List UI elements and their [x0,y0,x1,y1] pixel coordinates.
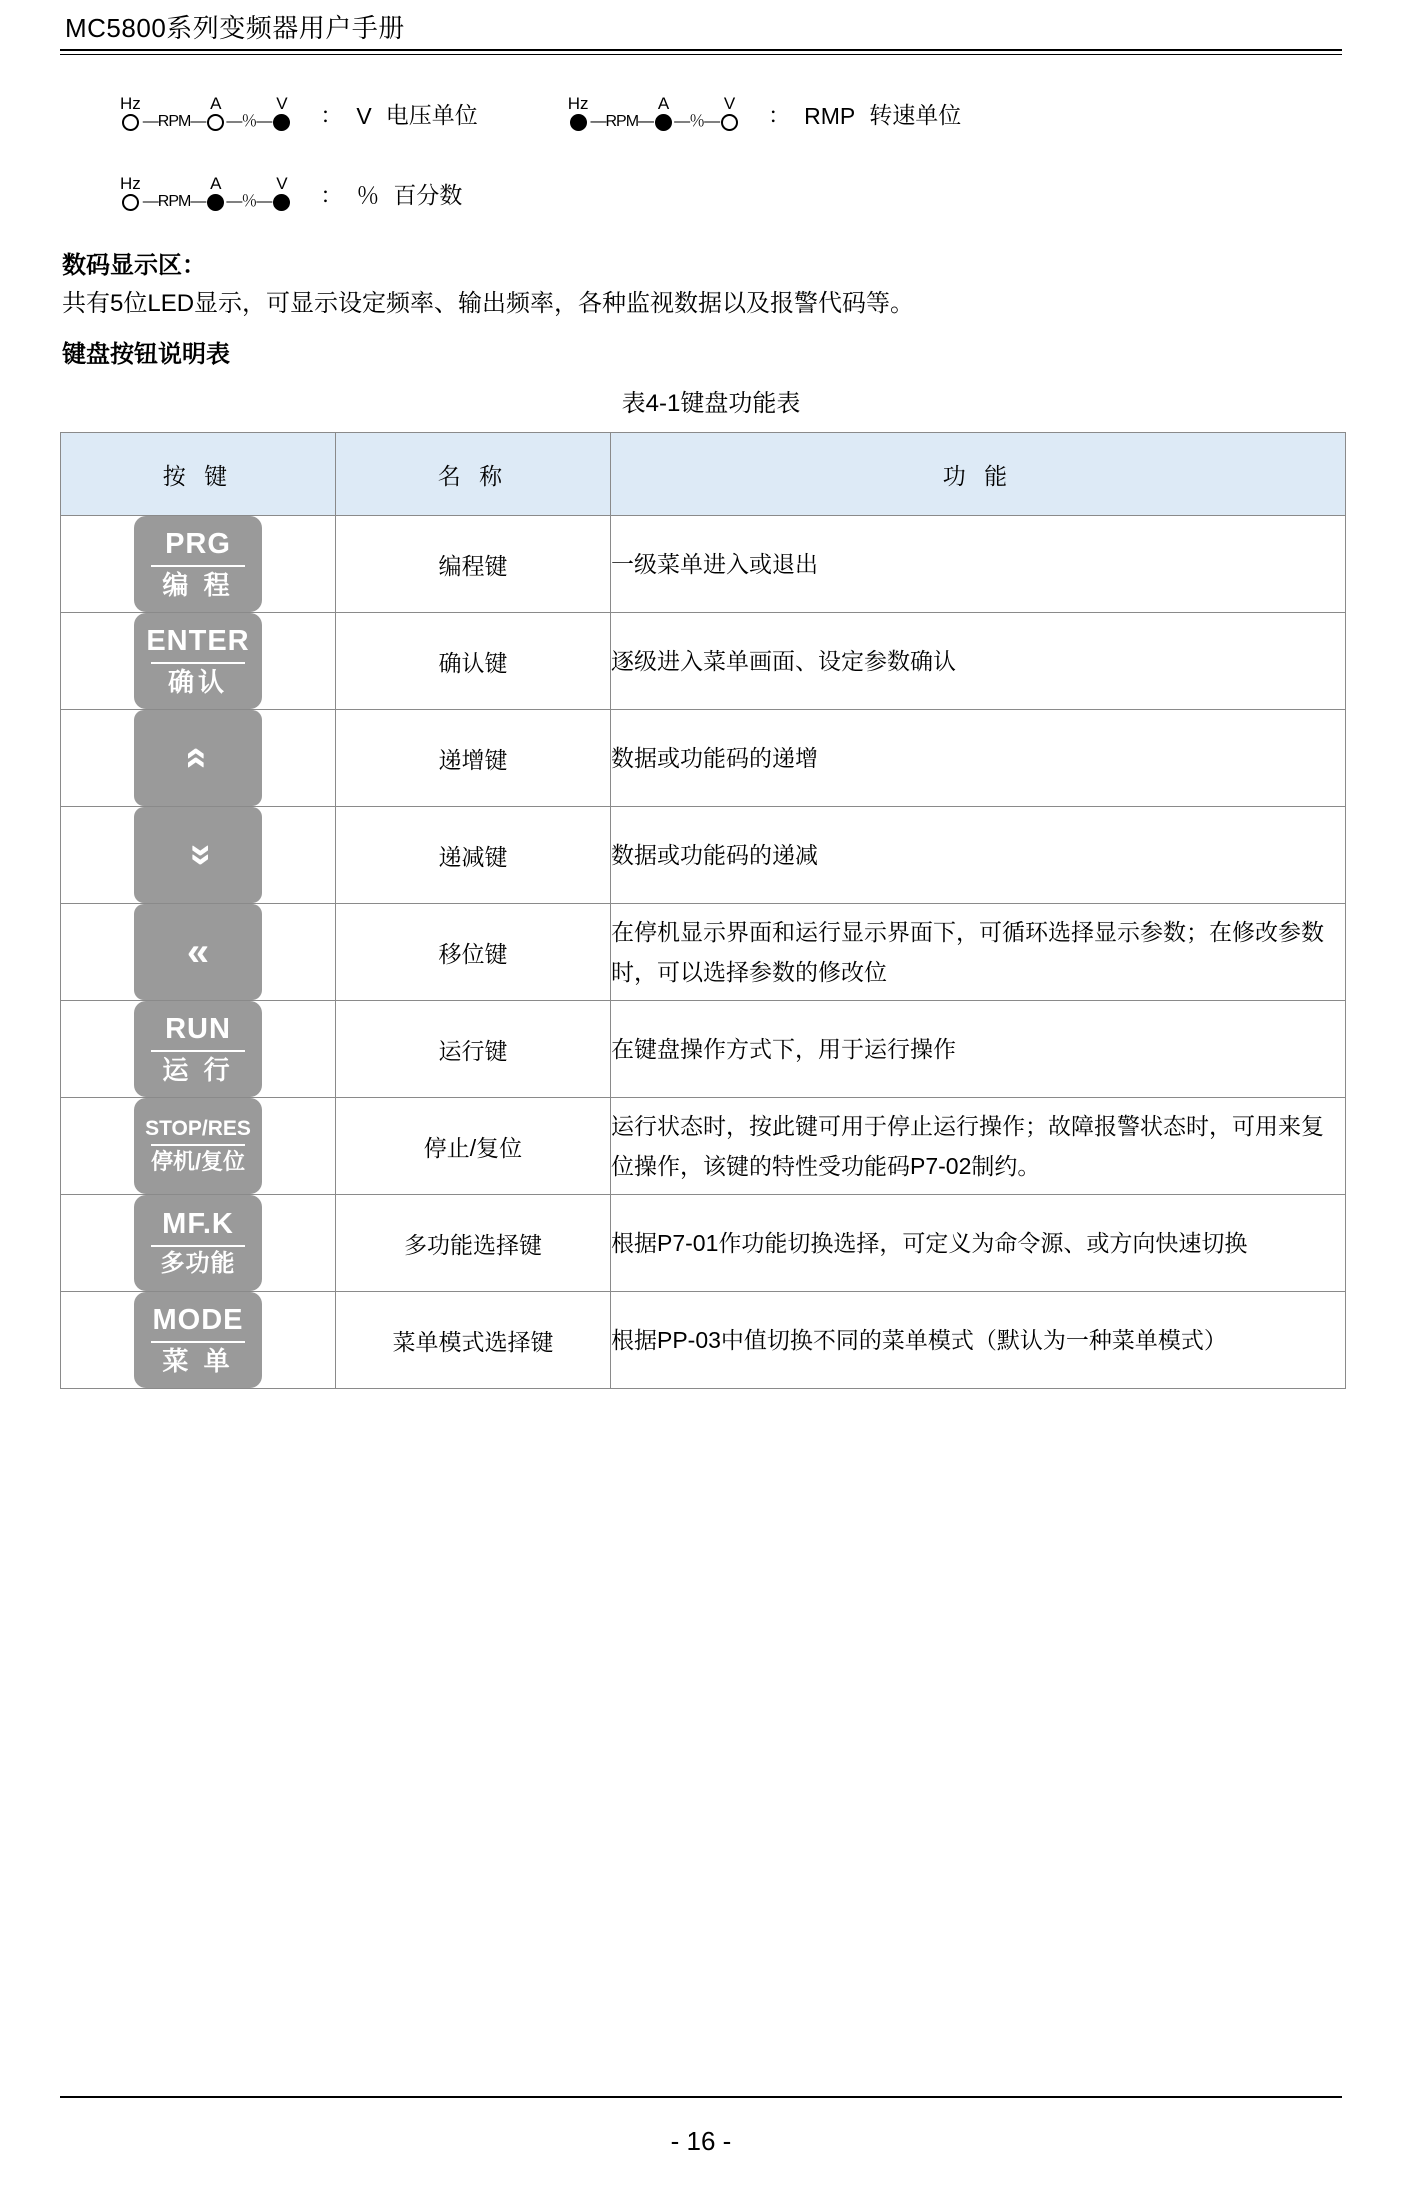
page-number: - 16 - [670,2126,732,2156]
th-function: 功 能 [611,433,1346,516]
stop-reset-key-line1: STOP/RES [145,1117,251,1141]
led-separator-rpm-2: —RPM— [590,113,654,130]
table-row [61,1001,1346,1098]
key-cell-stop-reset [61,1098,336,1195]
key-function-table [60,432,1346,1389]
run-key-divider [151,1050,246,1052]
key-cell-shift [61,904,336,1001]
led-dot-v-circle-2 [721,114,738,131]
led-separator-rpm: —RPM— [142,113,206,130]
key-cell-increase [61,710,336,807]
page-header [60,0,1342,49]
key-name-multifunction: 多功能选择键 [336,1195,611,1292]
table-row [61,1098,1346,1195]
table-row [61,710,1346,807]
prg-key-line2: 编 程 [162,569,234,600]
increase-key[interactable] [134,710,262,806]
th-key: 按 键 [61,433,336,516]
percent-colon: ： [320,183,343,208]
led-label-a-2: A [657,94,670,113]
prg-key-divider [151,565,246,567]
enter-key-divider [151,662,246,664]
stop-reset-key-divider [151,1144,246,1146]
led-dot-v-circle-3 [273,194,290,211]
enter-key[interactable] [134,613,262,709]
percent-desc: 百分数 [393,182,463,208]
led-dot-a-3 [207,175,224,211]
key-func-increase: 数据或功能码的递增 [611,710,1346,807]
table-header-row [61,433,1346,516]
stop-reset-key-line2: 停机/复位 [150,1149,246,1175]
led-separator-percent: —％— [226,113,272,130]
key-cell-multifunction [61,1195,336,1292]
header-title: MC5800系列变频器用户手册 [65,13,405,43]
table-row [61,613,1346,710]
chevron-up-icon: « [176,746,220,770]
led-separator-percent-2: —％— [674,113,720,130]
percent-unit: ％ [356,182,380,208]
led-dot-hz [120,95,141,131]
led-dot-hz-2 [568,95,589,131]
led-dot-v-circle [273,114,290,131]
led-separator-percent-3: —％— [226,193,272,210]
led-dot-hz-circle-2 [570,114,587,131]
key-name-stop-reset: 停止/复位 [336,1098,611,1195]
keyboard-table-title: 键盘按钮说明表 [62,341,230,368]
speed-indicator [568,85,738,131]
enter-key-line1: ENTER [146,624,250,657]
led-dot-v-3 [273,175,290,211]
chevron-down-icon: « [176,843,220,867]
decrease-key[interactable] [134,807,262,903]
table-row [61,904,1346,1001]
key-name-decrease: 递减键 [336,807,611,904]
voltage-colon: ： [320,103,343,128]
key-func-enter: 逐级进入菜单画面、设定参数确认 [611,613,1346,710]
speed-unit: RMP [804,103,856,129]
led-label-v-2: V [723,94,736,113]
led-dot-v-2 [721,95,738,131]
table-row [61,807,1346,904]
key-cell-decrease [61,807,336,904]
prg-key-line1: PRG [165,527,231,560]
page-footer [60,2096,1342,2157]
speed-colon: ： [768,103,791,128]
led-separator-rpm-3: —RPM— [142,193,206,210]
mode-key-line2: 菜 单 [162,1345,234,1376]
key-cell-enter [61,613,336,710]
speed-desc: 转速单位 [869,102,962,128]
footer-divider [60,2096,1342,2098]
led-dot-a-circle-2 [655,114,672,131]
led-label-v: V [276,94,288,113]
chevron-left-icon: « [186,930,210,974]
led-label-a-3: A [210,174,222,193]
display-area-text: 共有5位LED显示，可显示设定频率、输出频率，各种监视数据以及报警代码等。 [62,290,915,317]
th-name: 名 称 [336,433,611,516]
table-caption: 表4-1键盘功能表 [621,390,801,417]
key-func-stop-reset: 运行状态时，按此键可用于停止运行操作；故障报警状态时，可用来复位操作，该键的特性受功能码P7-02制约。 [611,1098,1346,1195]
key-func-run: 在键盘操作方式下，用于运行操作 [611,1001,1346,1098]
key-name-run: 运行键 [336,1001,611,1098]
voltage-indicator [120,85,290,131]
led-dot-a-2 [655,95,672,131]
mode-key-line1: MODE [152,1303,244,1336]
led-label-hz-2: Hz [567,94,589,113]
display-area-title: 数码显示区： [62,252,206,279]
led-label-hz: Hz [120,94,141,113]
table-row [61,1292,1346,1389]
led-row-1 [60,85,1342,131]
mode-key[interactable] [134,1292,262,1388]
stop-reset-key[interactable] [134,1098,262,1194]
multifunction-key-line1: MF.K [162,1207,234,1240]
led-label-a: A [210,94,222,113]
key-cell-run [61,1001,336,1098]
header-divider [60,49,1342,51]
led-label-v-3: V [276,174,288,193]
led-dot-hz-circle [122,114,139,131]
key-name-enter: 确认键 [336,613,611,710]
voltage-unit: V [356,103,372,129]
multifunction-key-line2: 多功能 [160,1249,236,1277]
header-divider-second [60,54,1342,55]
multifunction-key-divider [151,1245,246,1247]
key-func-multifunction: 根据P7-01作功能切换选择，可定义为命令源、或方向快速切换 [611,1195,1346,1292]
shift-key[interactable] [134,904,262,1000]
run-key-line2: 运 行 [162,1054,234,1085]
key-func-shift: 在停机显示界面和运行显示界面下，可循环选择显示参数；在修改参数时，可以选择参数的修改位 [611,904,1346,1001]
led-dot-hz-3 [120,175,141,211]
led-dot-a-circle-3 [207,194,224,211]
prg-key[interactable] [134,516,262,612]
table-row [61,516,1346,613]
percent-indicator [120,165,290,211]
mode-key-divider [151,1341,246,1343]
led-dot-a [207,95,224,131]
led-dot-a-circle [207,114,224,131]
key-name-shift: 移位键 [336,904,611,1001]
multifunction-key[interactable] [134,1195,262,1291]
run-key[interactable] [134,1001,262,1097]
led-label-hz-3: Hz [120,174,141,193]
key-func-decrease: 数据或功能码的递减 [611,807,1346,904]
key-func-prg: 一级菜单进入或退出 [611,516,1346,613]
key-cell-prg [61,516,336,613]
led-dot-v [273,95,290,131]
enter-key-line2: 确认 [167,666,228,697]
voltage-desc: 电压单位 [385,102,478,128]
led-indicator-block [60,85,1342,211]
key-name-increase: 递增键 [336,710,611,807]
key-func-mode: 根据PP-03中值切换不同的菜单模式（默认为一种菜单模式） [611,1292,1346,1389]
key-cell-mode [61,1292,336,1389]
key-name-mode: 菜单模式选择键 [336,1292,611,1389]
table-row [61,1195,1346,1292]
key-name-prg: 编程键 [336,516,611,613]
led-dot-hz-circle-3 [122,194,139,211]
led-row-2 [60,165,1342,211]
run-key-line1: RUN [165,1012,231,1045]
